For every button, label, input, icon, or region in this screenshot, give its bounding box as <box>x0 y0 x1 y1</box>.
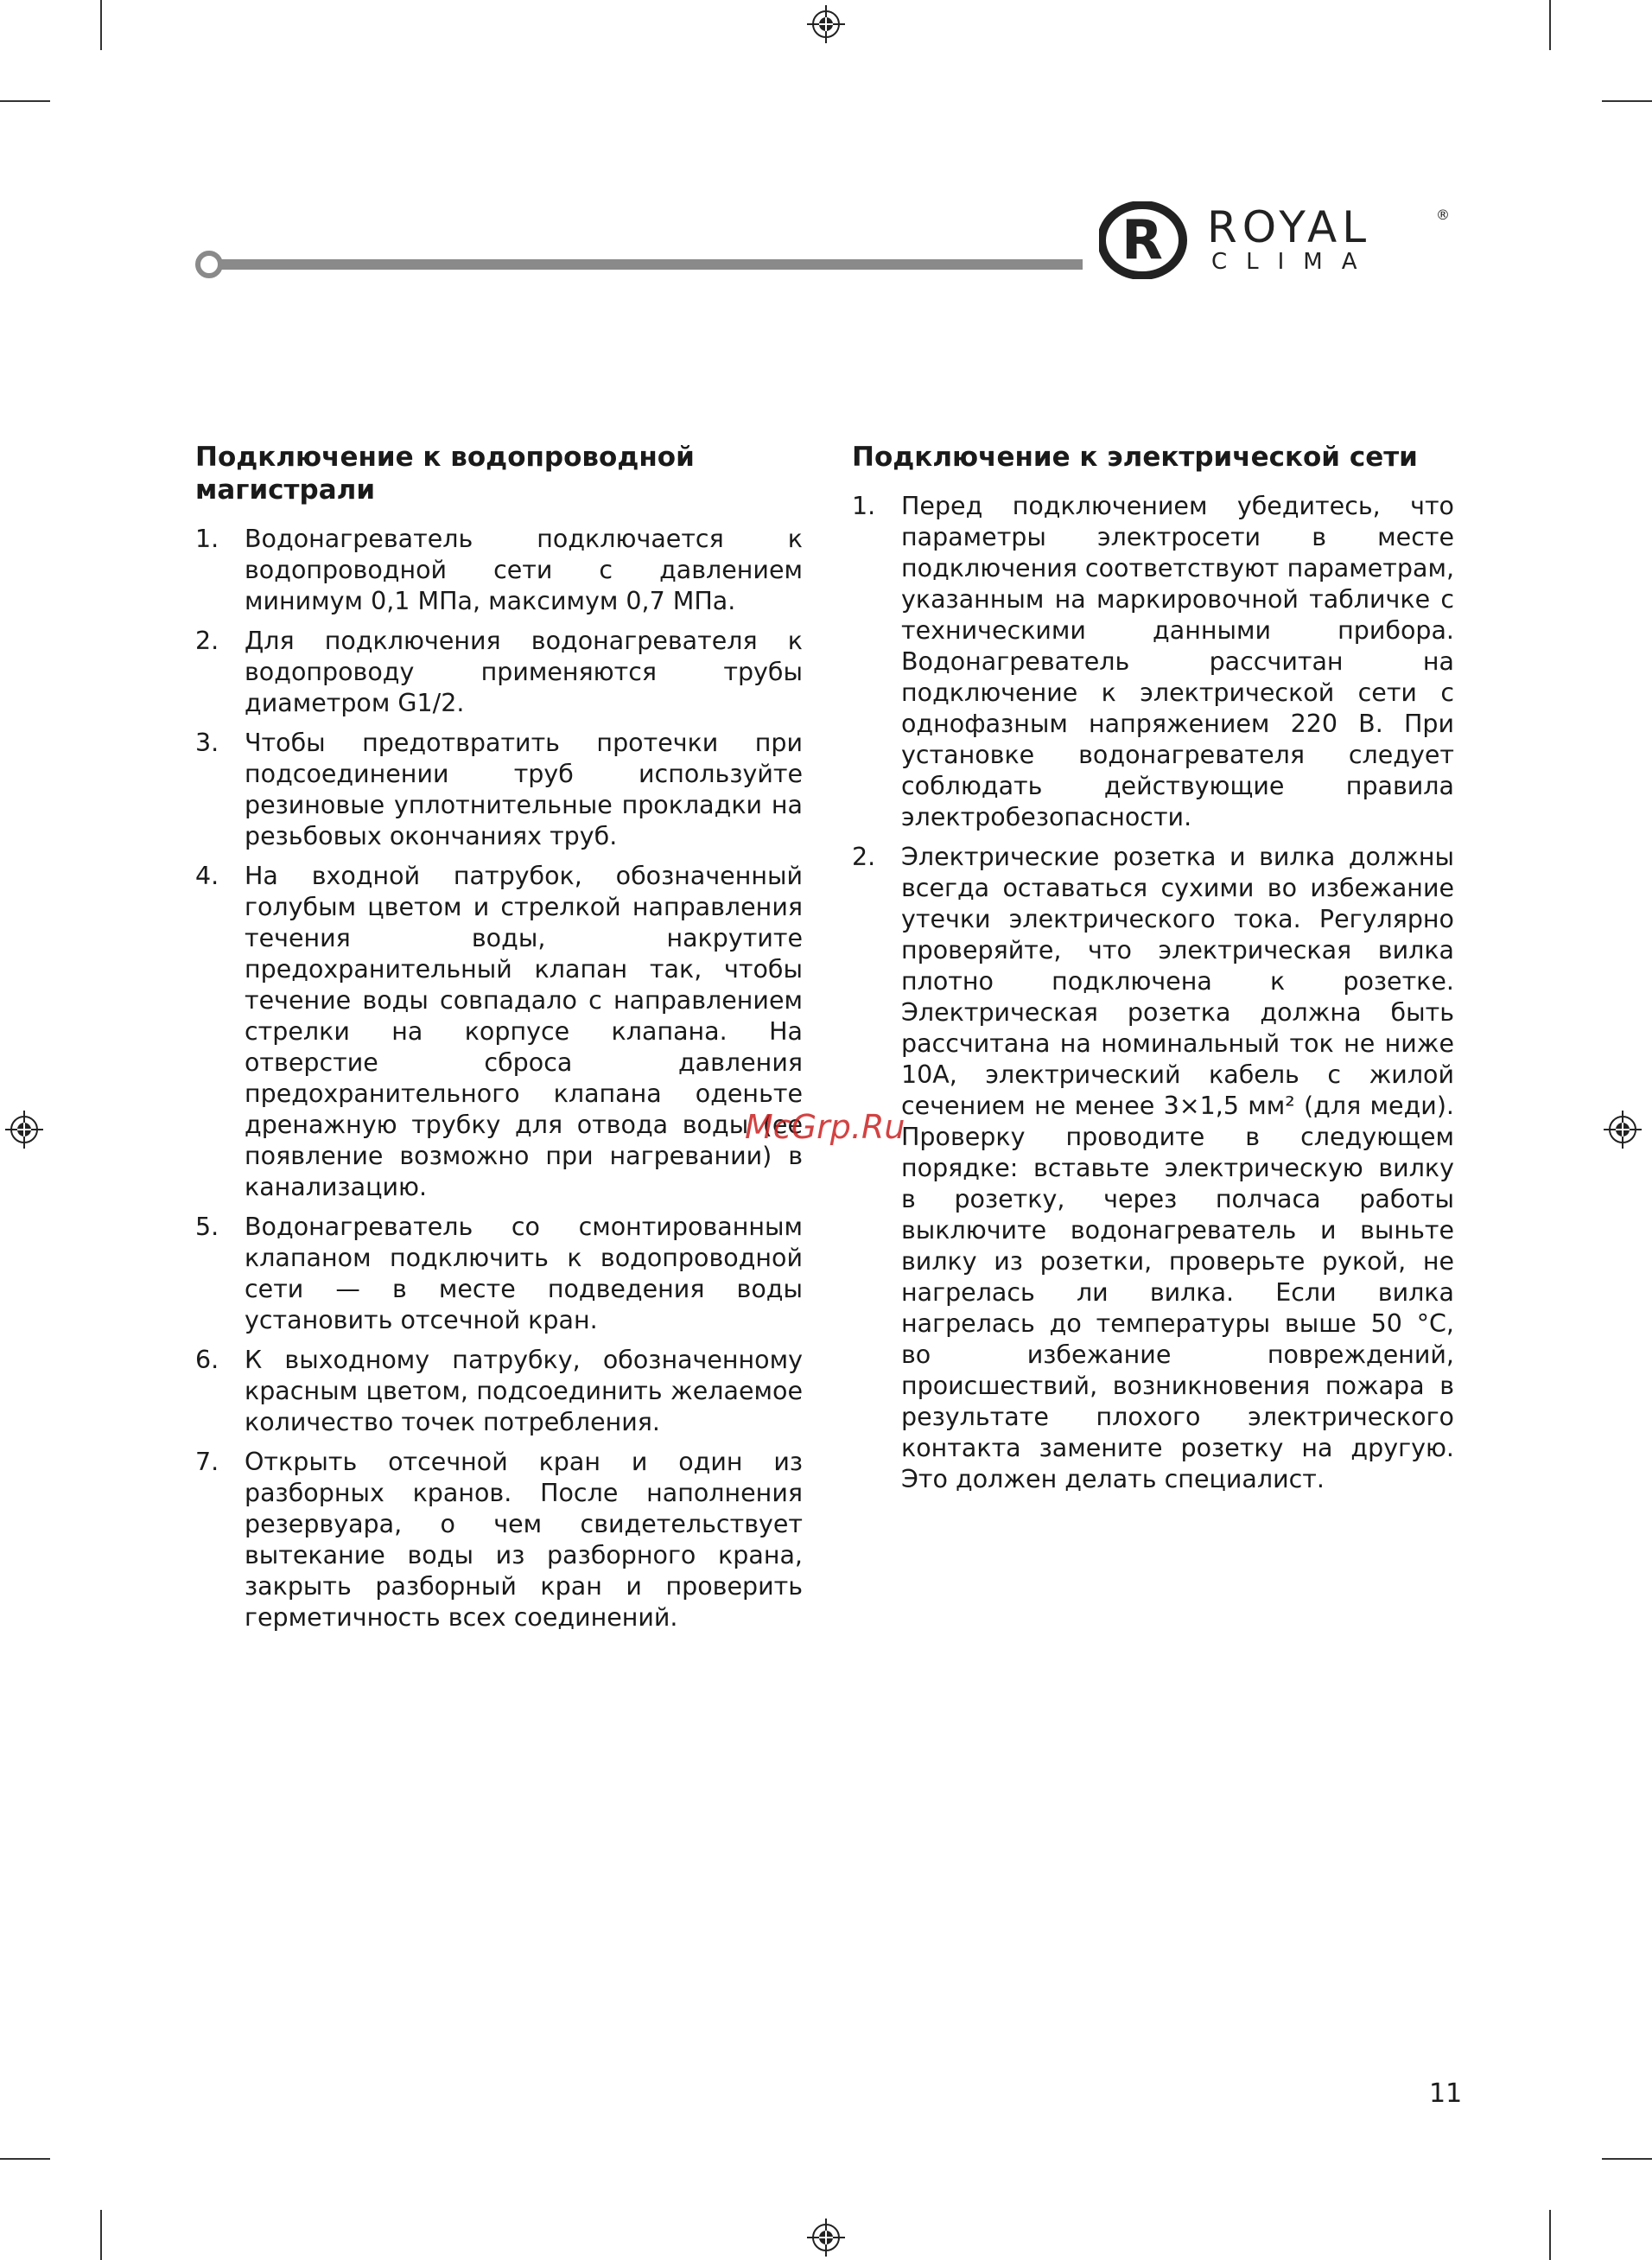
logo-royal-text: ROYAL <box>1207 202 1372 252</box>
list-item-number: 7. <box>195 1448 219 1476</box>
list-item-text: Электрические розетка и вилка должны всегда оставаться сухими во избежание утечки электрического тока. Регулярно проверяйте, что электрическая вилка плотно подключена к розетке. Электрическая розетка должна быть рассчитана на номинальный ток не ниже 10А, электрический кабель с жилой сечением не менее 3×1,5 мм² (для меди). Проверку проводите в следующем порядке: вставьте электрическую вилку в розетку, через полчаса работы выключите водонагреватель и выньте вилку из розетки, проверьте рукой, не нагрелась ли вилка. Если вилка нагрелась до температуры выше 50 °C, во избежание повреждений, происшествий, возникновения пожара в результате плохого электрического контакта замените розетку на другую. Это должен делать специалист. <box>901 843 1454 1493</box>
list-item-text: Водонагреватель подключается к водопроводной сети с давлением минимум 0,1 МПа, максимум 0,7 МПа. <box>245 525 803 615</box>
header-rule-ring-icon <box>195 251 223 278</box>
list-item <box>195 524 803 617</box>
registration-mark-icon <box>5 1111 43 1149</box>
electric-connection-list <box>852 491 1454 1495</box>
list-item-number: 1. <box>852 492 876 520</box>
crop-mark <box>1549 0 1551 50</box>
list-item-text: Чтобы предотвратить протечки при подсоединении труб используйте резиновые уплотнительные прокладки на резьбовых окончаниях труб. <box>245 729 803 850</box>
list-item-number: 6. <box>195 1346 219 1374</box>
list-item-number: 5. <box>195 1213 219 1241</box>
list-item-text: Перед подключением убедитесь, что параметры электросети в месте подключения соответствуют параметрам, указанным на маркировочной табличке с техническими данными прибора. Водонагреватель рассчитан на подключение к электрической сети с однофазным напряжением 220 В. При установке водонагревателя следует соблюдать действующие правила электробезопасности. <box>901 492 1454 831</box>
registration-mark-icon <box>807 2219 845 2257</box>
crop-mark <box>1602 2158 1652 2160</box>
list-item-text: К выходному патрубку, обозначенному красным цветом, подсоединить желаемое количество точек потребления. <box>245 1346 803 1436</box>
list-item-number: 1. <box>195 525 219 553</box>
crop-mark <box>0 2158 50 2160</box>
electric-connection-section <box>852 441 1454 1504</box>
list-item <box>852 491 1454 833</box>
list-item <box>195 1345 803 1438</box>
list-item-text: На входной патрубок, обозначенный голубым цветом и стрелкой направления течения воды, накрутите предохранительный клапан так, чтобы течение воды совпадало с направлением стрелки на корпусе клапана. На отверстие сброса давления предохранительного клапана оденьте дренажную трубку для отвода воды (ее появление возможно при нагревании) в канализацию. <box>245 862 803 1201</box>
list-item <box>195 1212 803 1336</box>
list-item-number: 2. <box>852 843 876 871</box>
list-item-number: 2. <box>195 627 219 655</box>
list-item <box>852 842 1454 1495</box>
brand-logo <box>1099 201 1462 279</box>
registration-mark-icon <box>1604 1111 1642 1149</box>
list-item-number: 4. <box>195 862 219 890</box>
crop-mark <box>100 0 102 50</box>
page-number: 11 <box>1429 2079 1463 2109</box>
list-item-text: Открыть отсечной кран и один из разборных кранов. После наполнения резервуара, о чем свидетельствует вытекание воды из разборного крана, закрыть разборный кран и проверить герметичность всех соединений. <box>245 1448 803 1632</box>
list-item <box>195 861 803 1203</box>
svg-text:R: R <box>1121 208 1163 271</box>
list-item <box>195 728 803 852</box>
list-item <box>195 626 803 719</box>
crop-mark <box>1602 100 1652 102</box>
list-item-text: Водонагреватель со смонтированным клапаном подключить к водопроводной сети — в месте подведения воды установить отсечной кран. <box>245 1213 803 1334</box>
water-connection-section <box>195 441 803 1642</box>
list-item-number: 3. <box>195 729 219 757</box>
logo-clima-text: CLIMA <box>1211 249 1376 275</box>
watermark: McGrp.Ru <box>745 1108 905 1146</box>
royal-r-emblem-icon <box>1099 201 1189 279</box>
list-item <box>195 1447 803 1633</box>
water-connection-title: Подключение к водопроводной магистрали <box>195 442 695 506</box>
crop-mark <box>0 100 50 102</box>
water-connection-list <box>195 524 803 1633</box>
registration-mark-icon <box>807 5 845 43</box>
crop-mark <box>1549 2210 1551 2260</box>
crop-mark <box>100 2210 102 2260</box>
list-item-text: Для подключения водонагревателя к водопроводу применяются трубы диаметром G1/2. <box>245 627 803 717</box>
logo-registered-mark: ® <box>1436 207 1450 223</box>
header-rule <box>197 259 1083 270</box>
electric-connection-title: Подключение к электрической сети <box>852 442 1418 473</box>
